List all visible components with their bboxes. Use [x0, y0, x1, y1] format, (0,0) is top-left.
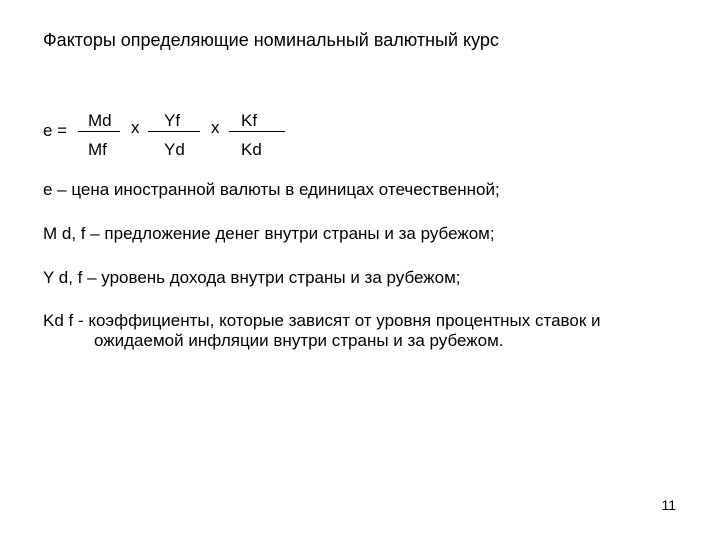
definition-income: Y d, f – уровень дохода внутри страны и за рубежом; — [43, 268, 461, 287]
fraction-1-numerator: Md — [88, 111, 112, 130]
multiply-operator-1: x — [131, 118, 140, 137]
definition-money-supply: M d, f – предложение денег внутри страны и за рубежом; — [43, 224, 495, 243]
fraction-2-bar — [148, 131, 200, 132]
multiply-operator-2: x — [211, 118, 220, 137]
fraction-2-numerator: Yf — [164, 111, 181, 130]
page-number: 11 — [661, 497, 676, 513]
exchange-rate-formula — [0, 0, 720, 170]
definition-coefficients: Kd f - коэффициенты, которые зависят от уровня процентных ставок и — [43, 311, 601, 330]
fraction-3-bar — [229, 131, 285, 132]
definition-coefficients-continued: ожидаемой инфляции внутри страны и за рубежом. — [94, 331, 504, 350]
fraction-3-numerator: Kf — [241, 111, 258, 130]
formula-lhs: e = — [43, 121, 68, 140]
fraction-1-bar — [78, 131, 120, 132]
fraction-3-denominator: Kd — [241, 140, 262, 159]
fraction-1-denominator: Mf — [88, 140, 107, 159]
definition-e: e – цена иностранной валюты в единицах отечественной; — [43, 180, 500, 199]
fraction-2-denominator: Yd — [164, 140, 185, 159]
slide-title: Факторы определяющие номинальный валютный курс — [43, 30, 499, 50]
